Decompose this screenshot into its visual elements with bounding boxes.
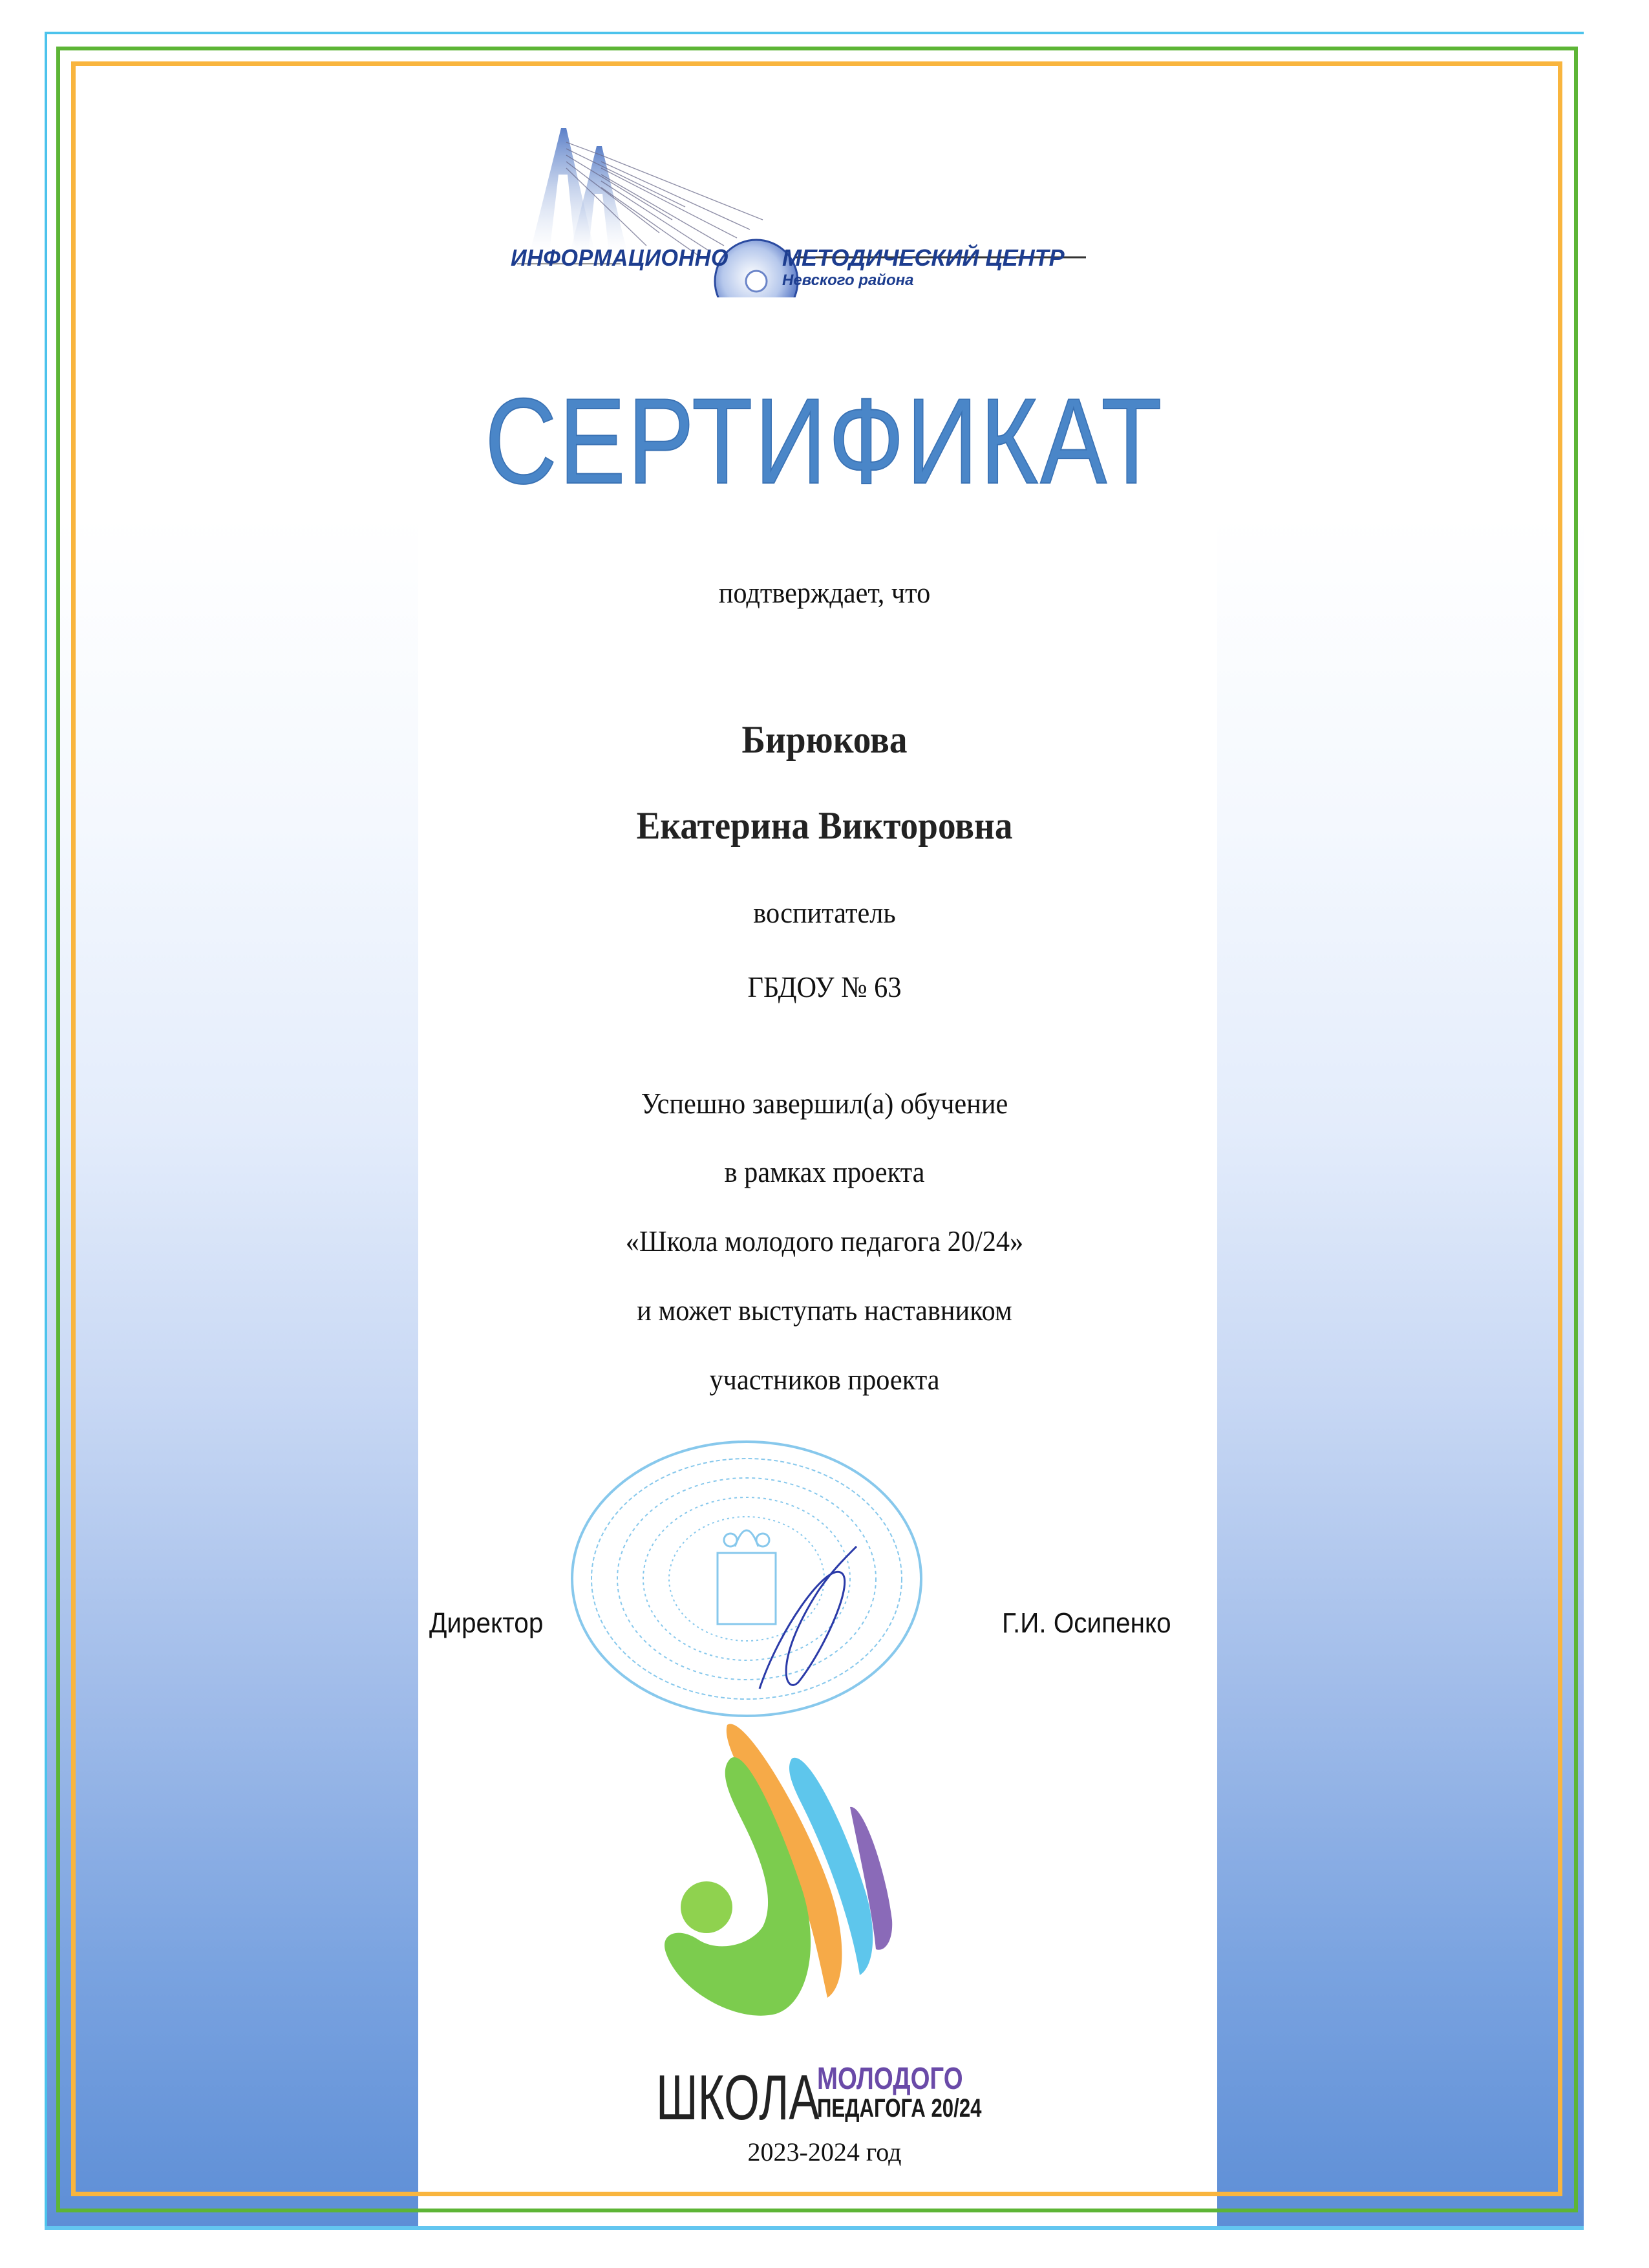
org-name-part1: ИНФОРМАЦИОННО [511, 244, 729, 271]
border-blue-bottom [45, 2226, 1584, 2230]
signatory-role: Директор [429, 1607, 544, 1639]
project-logo-word: ШКОЛА [656, 2062, 820, 2133]
org-name-part2: МЕТОДИЧЕСКИЙ ЦЕНТР [782, 244, 1065, 271]
certificate-title: СЕРТИФИКАТ [485, 373, 1164, 509]
statement-line: в рамках проекта [724, 1155, 925, 1188]
school-project-logo-icon [653, 1720, 911, 2024]
academic-year: 2023-2024 год [747, 2137, 902, 2166]
signatory-name: Г.И. Осипенко [1002, 1607, 1171, 1639]
statement-line: и может выступать наставником [637, 1294, 1012, 1327]
org-district: Невского района [782, 272, 914, 289]
project-logo-bottom: ПЕДАГОГА 20/24 [817, 2094, 982, 2123]
statement-line: «Школа молодого педагога 20/24» [625, 1225, 1024, 1257]
official-stamp-icon [566, 1437, 928, 1721]
project-logo-top: МОЛОДОГО [817, 2062, 963, 2096]
recipient-institution: ГБДОУ № 63 [747, 970, 902, 1003]
confirms-text: подтверждает, что [718, 576, 931, 609]
statement-line: Успешно завершил(а) обучение [641, 1087, 1008, 1120]
recipient-surname: Бирюкова [741, 718, 908, 761]
recipient-position: воспитатель [753, 896, 896, 929]
recipient-given-names: Екатерина Викторовна [636, 804, 1013, 847]
statement-line: участников проекта [709, 1363, 940, 1396]
